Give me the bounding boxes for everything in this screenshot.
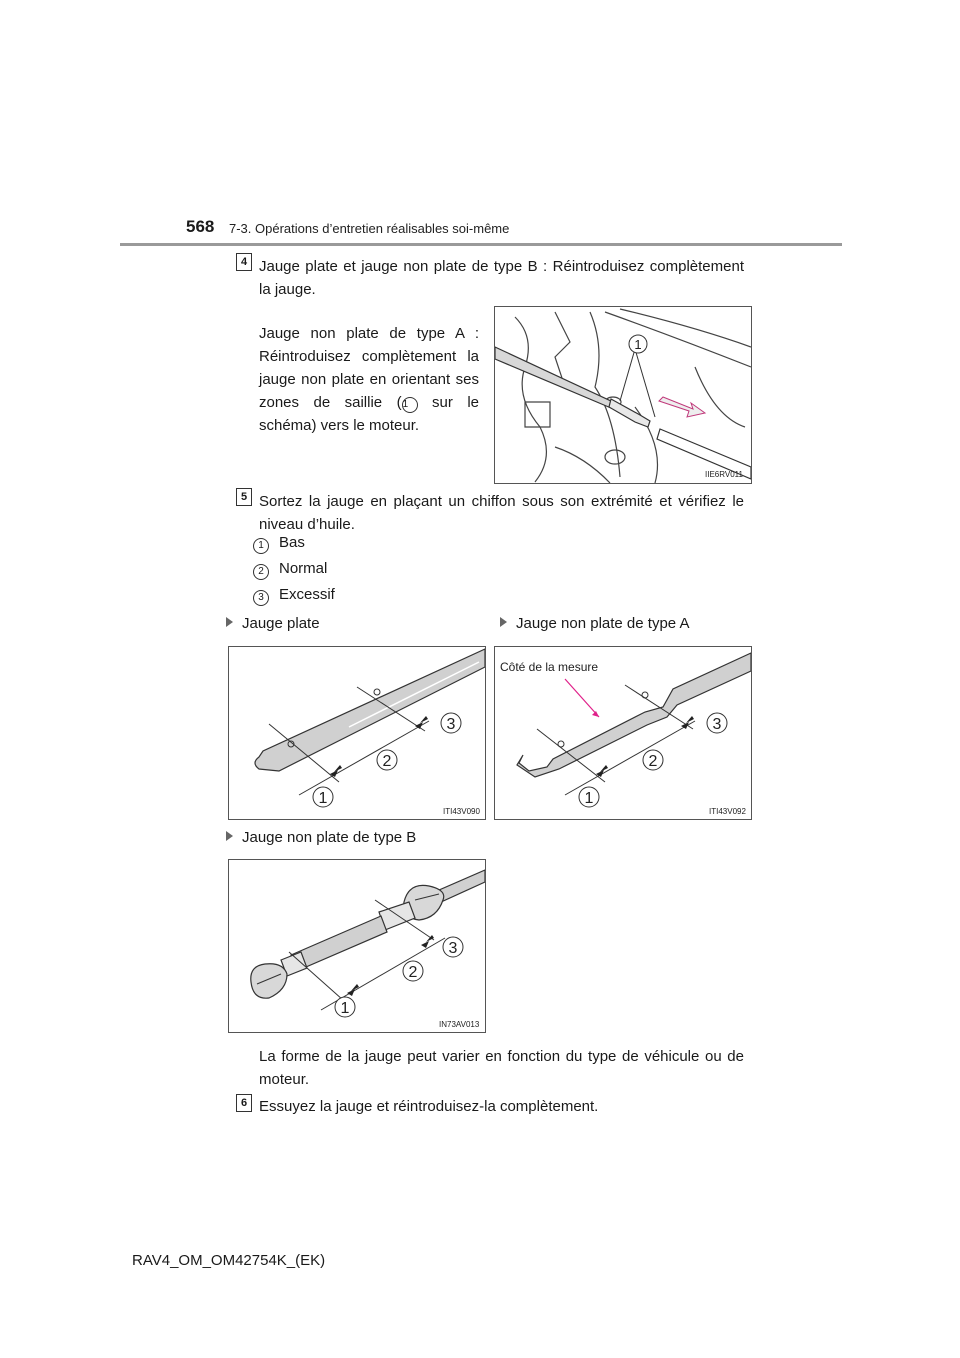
typeA-line5: schéma) vers le moteur. [259,417,420,434]
step-number-6: 6 [236,1094,252,1112]
typeB-figure-code: IN73AV013 [439,1020,480,1029]
label-typeA-dipstick [500,615,689,632]
triangle-bullet-icon [500,617,507,627]
label-text: Jauge non plate de type B [242,829,417,846]
label-text: Jauge plate [242,615,320,632]
footer-doc-code: RAV4_OM_OM42754K_(EK) [132,1252,326,1269]
typeA-figure-code: ITI43V092 [709,807,746,816]
figure-dipstick-insertion [494,306,752,484]
legend-item-bas [253,534,305,554]
flat-callout-2: 2 [382,753,392,770]
typeA-callout-1: 1 [584,790,594,807]
header-rule [120,243,842,246]
typeA-line4-end: sur le [417,394,479,411]
page-number: 568 [186,217,215,236]
triangle-bullet-icon [226,617,233,627]
section-title: 7-3. Opérations d’entretien réalisables soi-même [229,221,510,236]
step4-typeA-text [259,322,479,437]
typeB-callout-1: 1 [340,1000,350,1017]
typeA-callout-3: 3 [712,716,722,733]
figure-typeB-dipstick [228,859,486,1033]
typeA-line4-start: zones de saillie ( [259,394,402,411]
label-flat-dipstick [226,615,320,632]
typeA-callout-2: 2 [648,753,658,770]
step-number-4: 4 [236,253,252,271]
triangle-bullet-icon [226,831,233,841]
typeA-callout-ref: 1 [402,397,418,413]
engine-illustration [495,307,751,483]
flat-figure-code: ITI43V090 [443,807,480,816]
step-number-5: 5 [236,488,252,506]
legend-item-normal [253,560,328,580]
shape-note: La forme de la jauge peut varier en fonction du type de véhicule ou de moteur. [259,1048,744,1088]
figure-code: IIE6RV011 [705,470,743,479]
step6-text: Essuyez la jauge et réintroduisez-la complètement. [259,1098,599,1115]
legend-label: Excessif [279,586,335,603]
legend-item-excessif [253,586,335,606]
label-typeB-dipstick [226,829,416,846]
typeB-callout-2: 2 [408,964,418,981]
typeA-line3: jauge non plate en orientant ses [259,371,479,388]
legend-num: 1 [253,538,269,554]
legend-num: 2 [253,564,269,580]
measure-side-label: Côté de la mesure [500,660,599,674]
step5-text: Sortez la jauge en plaçant un chiffon sous son extrémité et vérifiez le niveau d’huile. [259,493,744,533]
step4-text: Jauge plate et jauge non plate de type B : Réintroduisez complètement la jauge. [259,258,744,298]
typeA-line4 [259,391,479,414]
flat-callout-3: 3 [446,716,456,733]
legend-num: 3 [253,590,269,606]
legend-label: Bas [279,534,305,551]
figure-typeA-dipstick [494,646,752,820]
figure-flat-dipstick [228,646,486,820]
typeA-line2: Réintroduisez complètement la [259,348,479,365]
label-text: Jauge non plate de type A [516,615,690,632]
figure-callout-1: 1 [634,337,642,352]
typeA-line1: Jauge non plate de type A : [259,325,479,342]
legend-label: Normal [279,560,328,577]
typeB-callout-3: 3 [448,940,458,957]
flat-callout-1: 1 [318,790,328,807]
